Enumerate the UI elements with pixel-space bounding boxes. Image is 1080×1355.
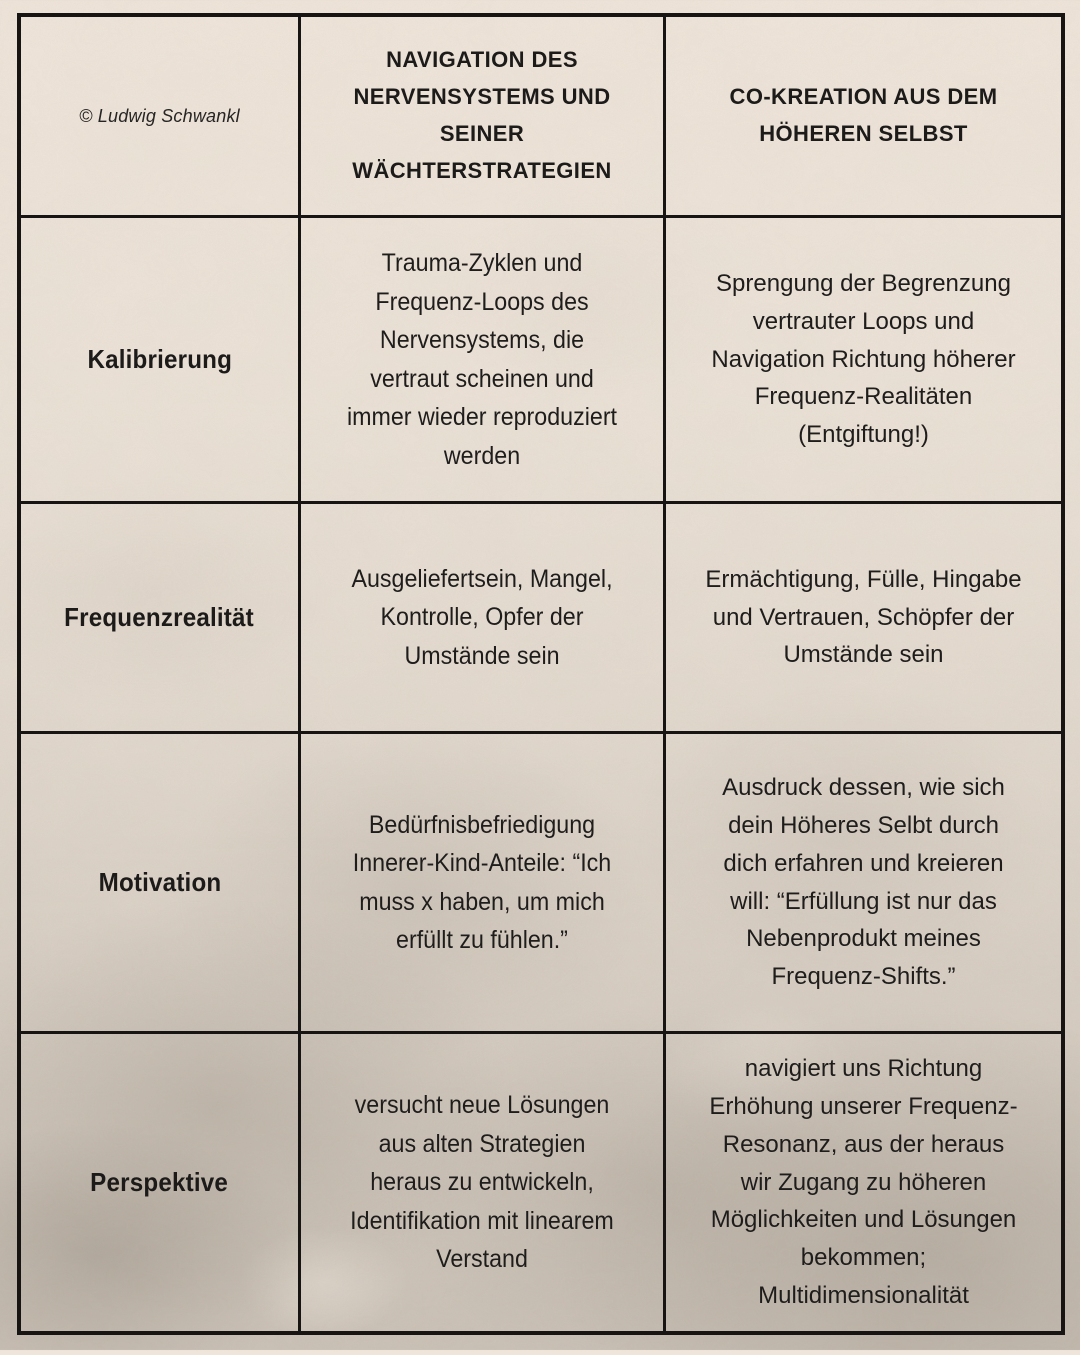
column-header-co-creation: CO-KREATION AUS DEM HÖHEREN SELBST — [729, 84, 998, 146]
row-label-motivation: Motivation — [98, 867, 221, 897]
frequenzrealitaet-cocreation-text: Ermächtigung, Fülle, Hingabe und Vertrauen, Schöpfer der Umstände sein — [705, 565, 1022, 669]
table-cell — [301, 504, 666, 734]
header-cell-guardian — [301, 17, 666, 218]
table-cell — [301, 1034, 666, 1331]
kalibrierung-guardian-text: Trauma-Zyklen und Frequenz-Loops des Nervensystems, die vertraut scheinen und immer wieder reproduziert werden — [346, 249, 618, 470]
row-label-frequenzrealitaet: Frequenzrealität — [64, 602, 255, 632]
header-cell-credit — [21, 17, 301, 218]
column-header-nervous-system: NAVIGATION DES NERVENSYSTEMS UND SEINER WÄCHTERSTRATEGIEN — [352, 47, 612, 183]
row-label-cell — [21, 1034, 301, 1331]
row-label-cell — [21, 218, 301, 504]
table-cell — [666, 1034, 1061, 1331]
row-label-cell — [21, 504, 301, 734]
row-label-perspektive: Perspektive — [90, 1167, 229, 1197]
perspektive-guardian-text: versucht neue Lösungen aus alten Strategien heraus zu entwickeln, Identifikation mit linearem Verstand — [350, 1091, 614, 1274]
table-cell — [666, 734, 1061, 1034]
table-cell — [301, 218, 666, 504]
motivation-guardian-text: Bedürfnisbefriedigung Innerer-Kind-Anteile: “Ich muss x haben, um mich erfüllt zu fühlen.” — [352, 810, 612, 954]
row-label-kalibrierung: Kalibrierung — [87, 344, 232, 374]
comparison-table — [17, 13, 1065, 1335]
frequenzrealitaet-guardian-text: Ausgeliefertsein, Mangel, Kontrolle, Opfer der Umstände sein — [351, 564, 613, 670]
table-cell — [301, 734, 666, 1034]
table-cell — [666, 504, 1061, 734]
motivation-cocreation-text: Ausdruck dessen, wie sich dein Höheres Selbt durch dich erfahren und kreieren will: “Erfüllung ist nur das Nebenprodukt meines Frequenz-Shifts.” — [722, 773, 1005, 991]
copyright-credit: © Ludwig Schwankl — [79, 105, 240, 126]
kalibrierung-cocreation-text: Sprengung der Begrenzung vertrauter Loops und Navigation Richtung höherer Frequenz-Realitäten (Entgiftung!) — [711, 269, 1016, 449]
header-cell-cocreation — [666, 17, 1061, 218]
perspektive-cocreation-text: navigiert uns Richtung Erhöhung unserer Frequenz-Resonanz, aus der heraus wir Zugang zu höheren Möglichkeiten und Lösungen bekommen; Multidimensionalität — [709, 1054, 1018, 1310]
table-cell — [666, 218, 1061, 504]
row-label-cell — [21, 734, 301, 1034]
